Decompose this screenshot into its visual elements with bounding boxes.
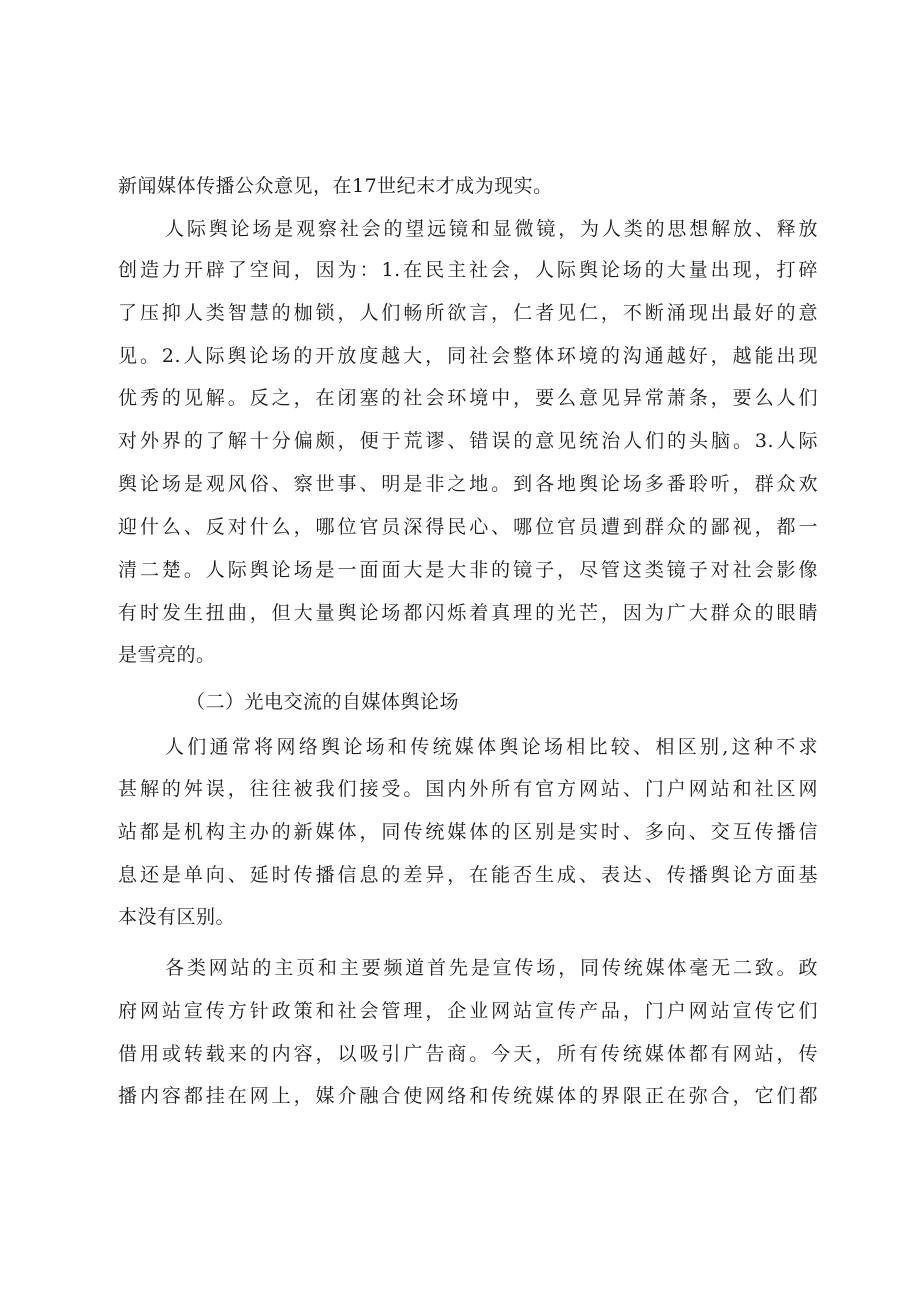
- paragraph-line: 对外界的了解十分偏颇，便于荒谬、错误的意见统治人们的头脑。3.人际: [118, 430, 818, 452]
- paragraph-line: 清二楚。人际舆论场是一面面大是大非的镜子，尽管这类镜子对社会影像: [118, 559, 818, 581]
- paragraph-line: 人际舆论场是观察社会的望远镜和显微镜，为人类的思想解放、释放: [165, 218, 818, 240]
- paragraph-line: 见。2.人际舆论场的开放度越大，同社会整体环境的沟通越好，越能出现: [118, 345, 818, 367]
- paragraph-line: 迎什么、反对什么，哪位官员深得民心、哪位官员遭到群众的鄙视，都一: [118, 516, 818, 538]
- paragraph-line: 人们通常将网络舆论场和传统媒体舆论场相比较、相区别,这种不求: [165, 736, 818, 758]
- paragraph-line: 各类网站的主页和主要频道首先是宣传场，同传统媒体毫无二致。政: [165, 957, 818, 979]
- paragraph-line: 站都是机构主办的新媒体，同传统媒体的区别是实时、多向、交互传播信: [118, 821, 818, 843]
- paragraph-line: 优秀的见解。反之，在闭塞的社会环境中，要么意见异常萧条，要么人们: [118, 387, 818, 409]
- section-heading: （二）光电交流的自媒体舆论场: [186, 691, 460, 713]
- paragraph-line: 播内容都挂在网上，媒介融合使网络和传统媒体的界限正在弥合，它们都: [118, 1085, 818, 1107]
- paragraph-line: 借用或转载来的内容，以吸引广告商。今天，所有传统媒体都有网站，传: [118, 1043, 818, 1065]
- paragraph-line: 息还是单向、延时传播信息的差异，在能否生成、表达、传播舆论方面基: [118, 864, 818, 886]
- paragraph-line: 是雪亮的。: [118, 644, 216, 666]
- paragraph-line: 甚解的舛误，往往被我们接受。国内外所有官方网站、门户网站和社区网: [118, 778, 818, 800]
- paragraph-line: 舆论场是观风俗、察世事、明是非之地。到各地舆论场多番聆听，群众欢: [118, 473, 818, 495]
- paragraph-line: 创造力开辟了空间，因为：1.在民主社会，人际舆论场的大量出现，打碎: [118, 259, 818, 281]
- paragraph-line: 本没有区别。: [118, 906, 236, 928]
- paragraph-line: 府网站宣传方针政策和社会管理，企业网站宣传产品，门户网站宣传它们: [118, 1000, 818, 1022]
- paragraph-line: 有时发生扭曲，但大量舆论场都闪烁着真理的光芒，因为广大群众的眼睛: [118, 602, 818, 624]
- paragraph-line: 了压抑人类智慧的枷锁，人们畅所欲言，仁者见仁，不断涌现出最好的意: [118, 302, 818, 324]
- paragraph-line: 新闻媒体传播公众意见，在17世纪末才成为现实。: [118, 175, 553, 197]
